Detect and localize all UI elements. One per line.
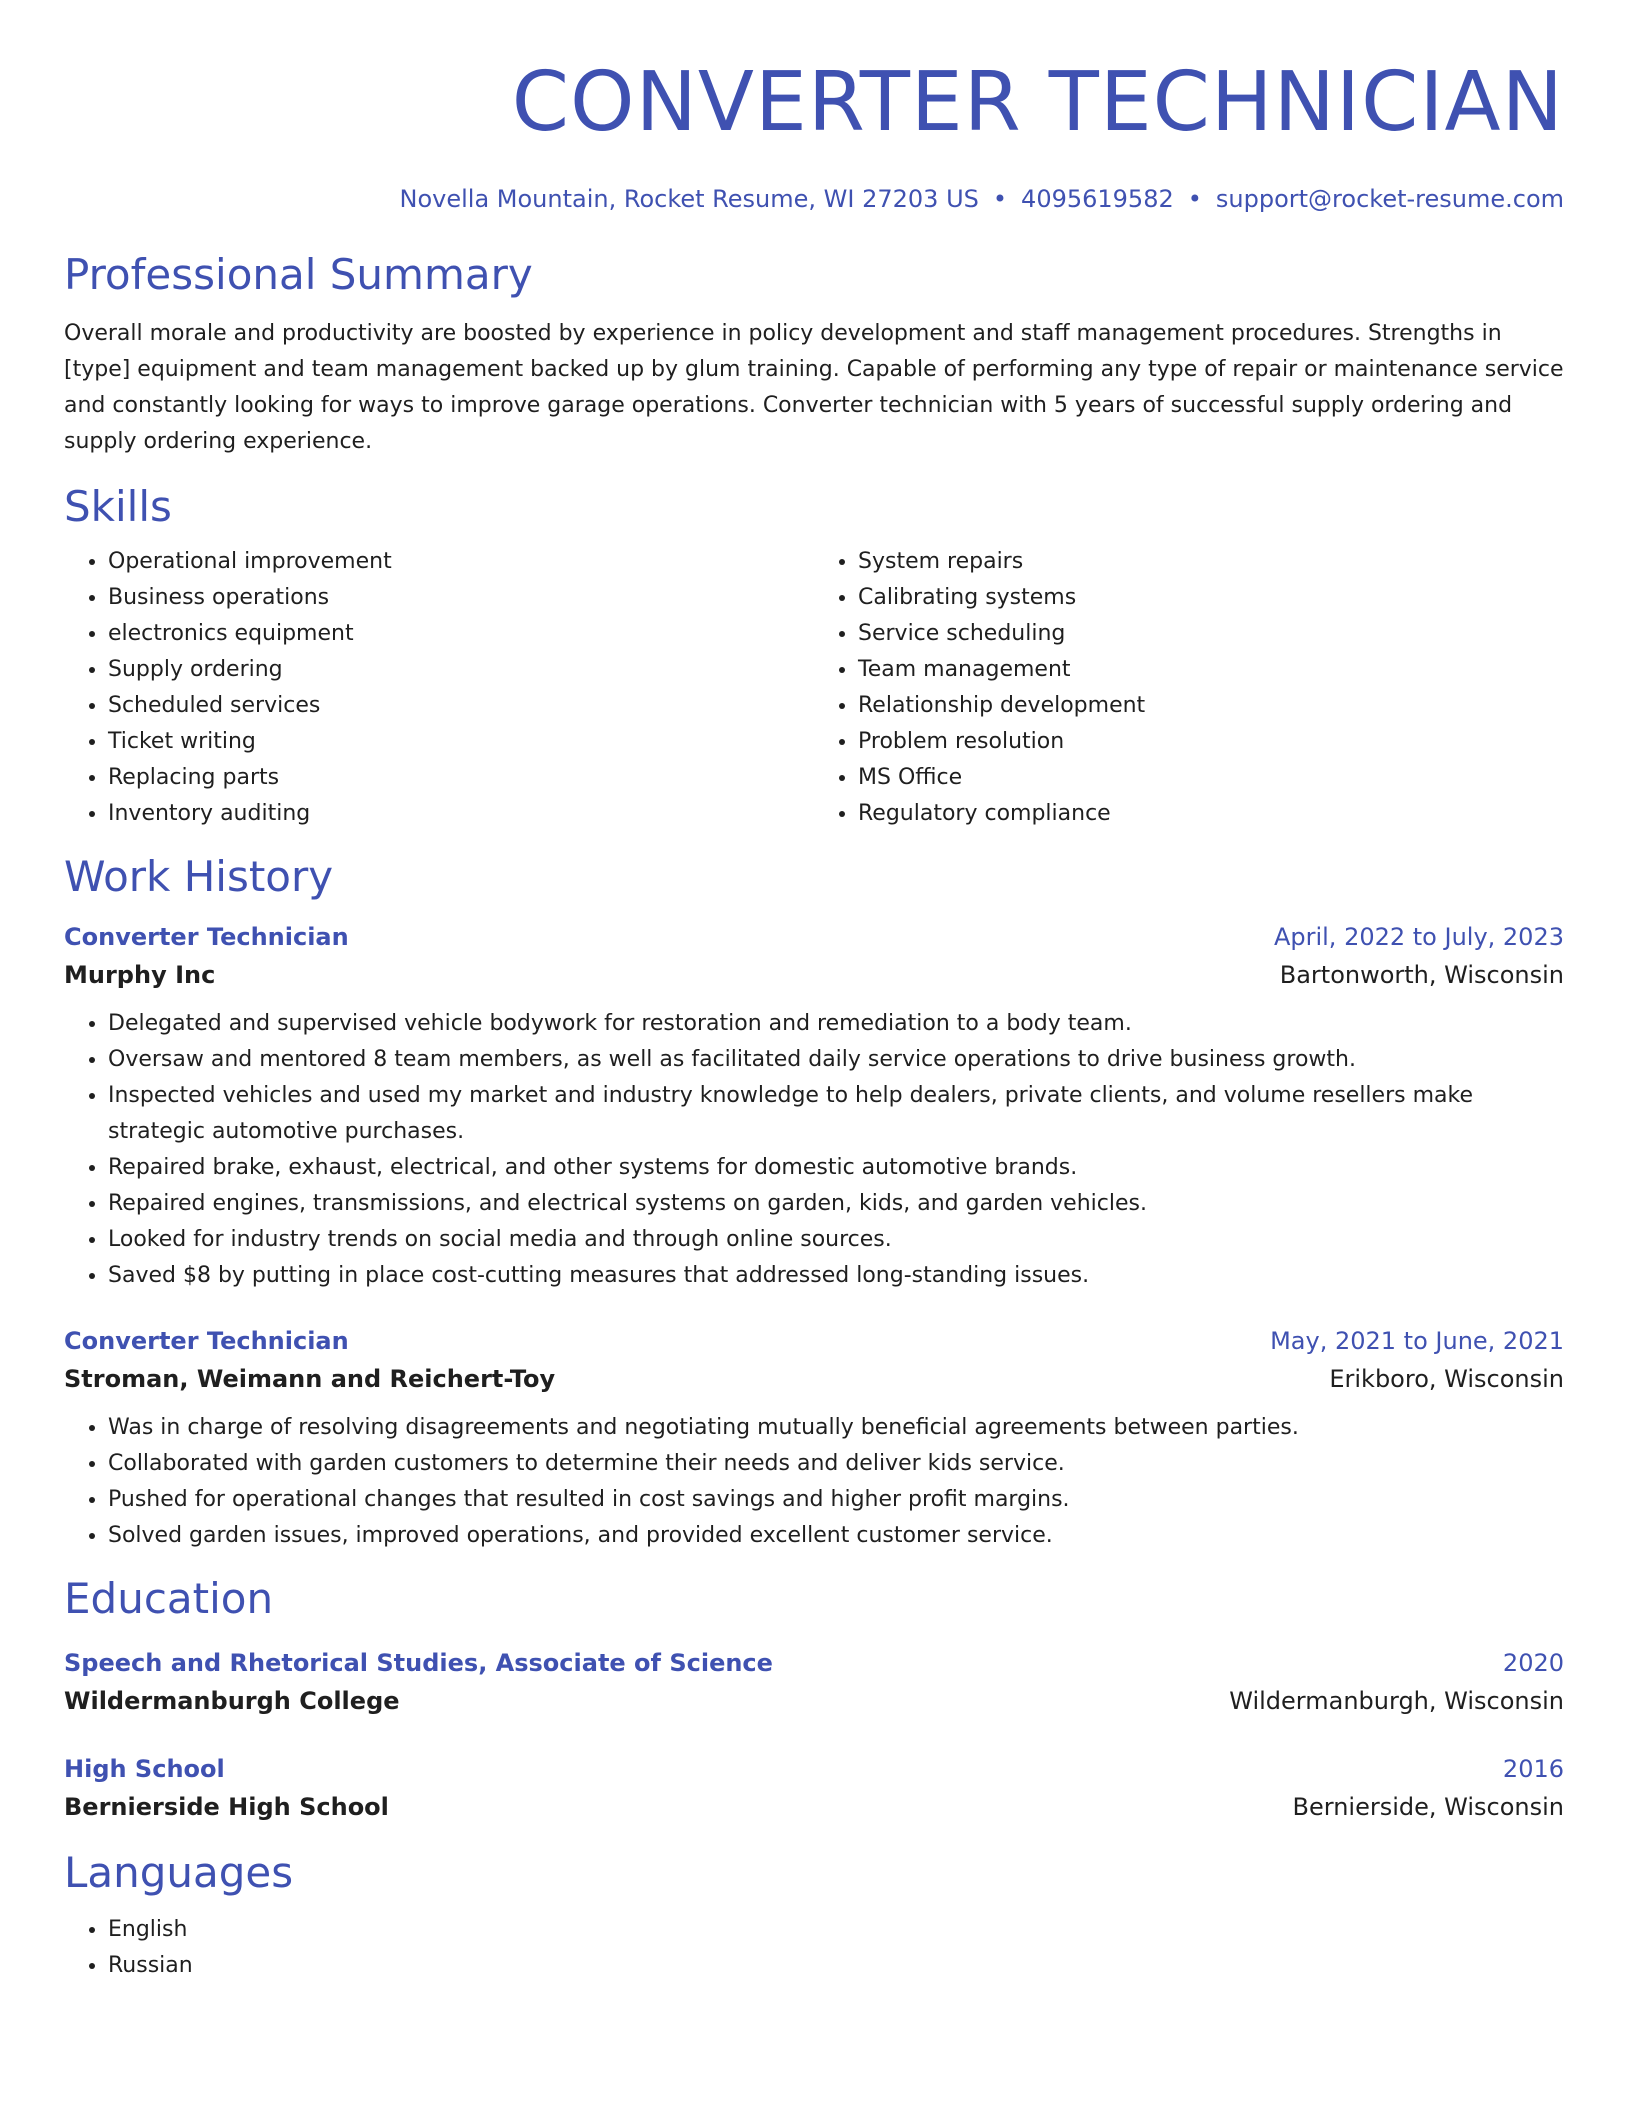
job-company-row (64, 1360, 1564, 1398)
job-location: Bartonworth, Wisconsin (1279, 961, 1564, 989)
job-bullet: • Pushed for operational changes that resulted in cost savings and higher profit margins. (108, 1482, 1564, 1518)
skill-item: • System repairs (858, 544, 1564, 580)
skill-item: • Regulatory compliance (858, 796, 1564, 832)
skill-item: • Replacing parts (108, 760, 814, 796)
job-bullet: • Saved $8 by putting in place cost-cutting measures that addressed long-standing issues. (108, 1258, 1564, 1294)
education-year: 2020 (1502, 1649, 1564, 1677)
contact-phone: 4095619582 (1021, 185, 1174, 213)
language-item: • Russian (108, 1948, 1564, 1984)
job-dates: April, 2022 to July, 2023 (1273, 923, 1564, 951)
summary-text: Overall morale and productivity are boosted by experience in policy development and staff management procedures. Strengths in [type] equipment and team management backed up by glum training. Capable of performing any type of repair or maintenance service and constantly looking for ways to improve garage operations. Converter technician with 5 years of successful supply ordering and supply ordering experience. (64, 321, 1564, 454)
section-title-summary: Professional Summary (64, 250, 533, 299)
job-dates: May, 2021 to June, 2021 (1270, 1327, 1564, 1355)
education-entry (64, 1644, 1564, 1720)
job-bullet: • Oversaw and mentored 8 team members, as well as facilitated daily service operations to drive business growth. (108, 1042, 1564, 1078)
education-header-row (64, 1644, 1564, 1682)
education-location: Wildermanburgh, Wisconsin (1229, 1687, 1564, 1715)
job-bullets (64, 1006, 1564, 1294)
job-role: Converter Technician (64, 1327, 349, 1355)
skills-column-right (814, 544, 1564, 832)
job-role: Converter Technician (64, 923, 349, 951)
job-company-row (64, 956, 1564, 994)
contact-address: Novella Mountain, Rocket Resume, WI 27203 US (399, 185, 979, 213)
job-header-row (64, 918, 1564, 956)
education-school: Bernierside High School (64, 1793, 389, 1821)
skill-item: • electronics equipment (108, 616, 814, 652)
skill-item: • Operational improvement (108, 544, 814, 580)
section-title-skills: Skills (64, 482, 172, 531)
skill-item: • Inventory auditing (108, 796, 814, 832)
skill-item: • Service scheduling (858, 616, 1564, 652)
skill-item: • Problem resolution (858, 724, 1564, 760)
job-bullet: • Repaired engines, transmissions, and electrical systems on garden, kids, and garden vehicles. (108, 1186, 1564, 1222)
skill-item: • Business operations (108, 580, 814, 616)
job-bullet: • Looked for industry trends on social media and through online sources. (108, 1222, 1564, 1258)
job-bullet: • Was in charge of resolving disagreements and negotiating mutually beneficial agreements between parties. (108, 1410, 1564, 1446)
job-bullet: • Solved garden issues, improved operations, and provided excellent customer service. (108, 1518, 1564, 1554)
skills-list (64, 544, 1564, 832)
skill-item: • Supply ordering (108, 652, 814, 688)
job-company: Murphy Inc (64, 961, 216, 989)
skills-column-left (64, 544, 814, 832)
languages-list (64, 1912, 1564, 1984)
education-year: 2016 (1502, 1755, 1564, 1783)
contact-separator: • (1187, 185, 1202, 213)
job-bullet: • Collaborated with garden customers to determine their needs and deliver kids service. (108, 1446, 1564, 1482)
resume-name: CONVERTER TECHNICIAN (511, 55, 1564, 150)
language-item: • English (108, 1912, 1564, 1948)
education-school-row (64, 1788, 1564, 1826)
job-bullet: • Inspected vehicles and used my market and industry knowledge to help dealers, private clients, and volume resellers make strategic automotive purchases. (108, 1078, 1564, 1150)
job-company: Stroman, Weimann and Reichert-Toy (64, 1365, 556, 1393)
education-school-row (64, 1682, 1564, 1720)
job-location: Erikboro, Wisconsin (1329, 1365, 1564, 1393)
education-header-row (64, 1750, 1564, 1788)
contact-email[interactable]: support@rocket-resume.com (1215, 185, 1564, 213)
job-entry (64, 1322, 1564, 1554)
job-entry (64, 918, 1564, 1294)
job-bullet: • Repaired brake, exhaust, electrical, and other systems for domestic automotive brands. (108, 1150, 1564, 1186)
skill-item: • MS Office (858, 760, 1564, 796)
skill-item: • Calibrating systems (858, 580, 1564, 616)
section-title-languages: Languages (64, 1848, 294, 1897)
job-bullet: • Delegated and supervised vehicle bodywork for restoration and remediation to a body team. (108, 1006, 1564, 1042)
education-degree: Speech and Rhetorical Studies, Associate of Science (64, 1649, 773, 1677)
skill-item: • Relationship development (858, 688, 1564, 724)
contact-separator: • (992, 185, 1008, 213)
education-entry (64, 1750, 1564, 1826)
skill-item: • Team management (858, 652, 1564, 688)
education-school: Wildermanburgh College (64, 1687, 400, 1715)
education-degree: High School (64, 1755, 225, 1783)
contact-line (64, 182, 1564, 216)
section-title-education: Education (64, 1574, 274, 1623)
job-header-row (64, 1322, 1564, 1360)
resume-page (64, 48, 1564, 1984)
job-bullets (64, 1410, 1564, 1554)
section-title-work-history: Work History (64, 852, 334, 901)
resume-header (64, 48, 1564, 216)
skill-item: • Ticket writing (108, 724, 814, 760)
education-location: Bernierside, Wisconsin (1292, 1793, 1564, 1821)
skill-item: • Scheduled services (108, 688, 814, 724)
